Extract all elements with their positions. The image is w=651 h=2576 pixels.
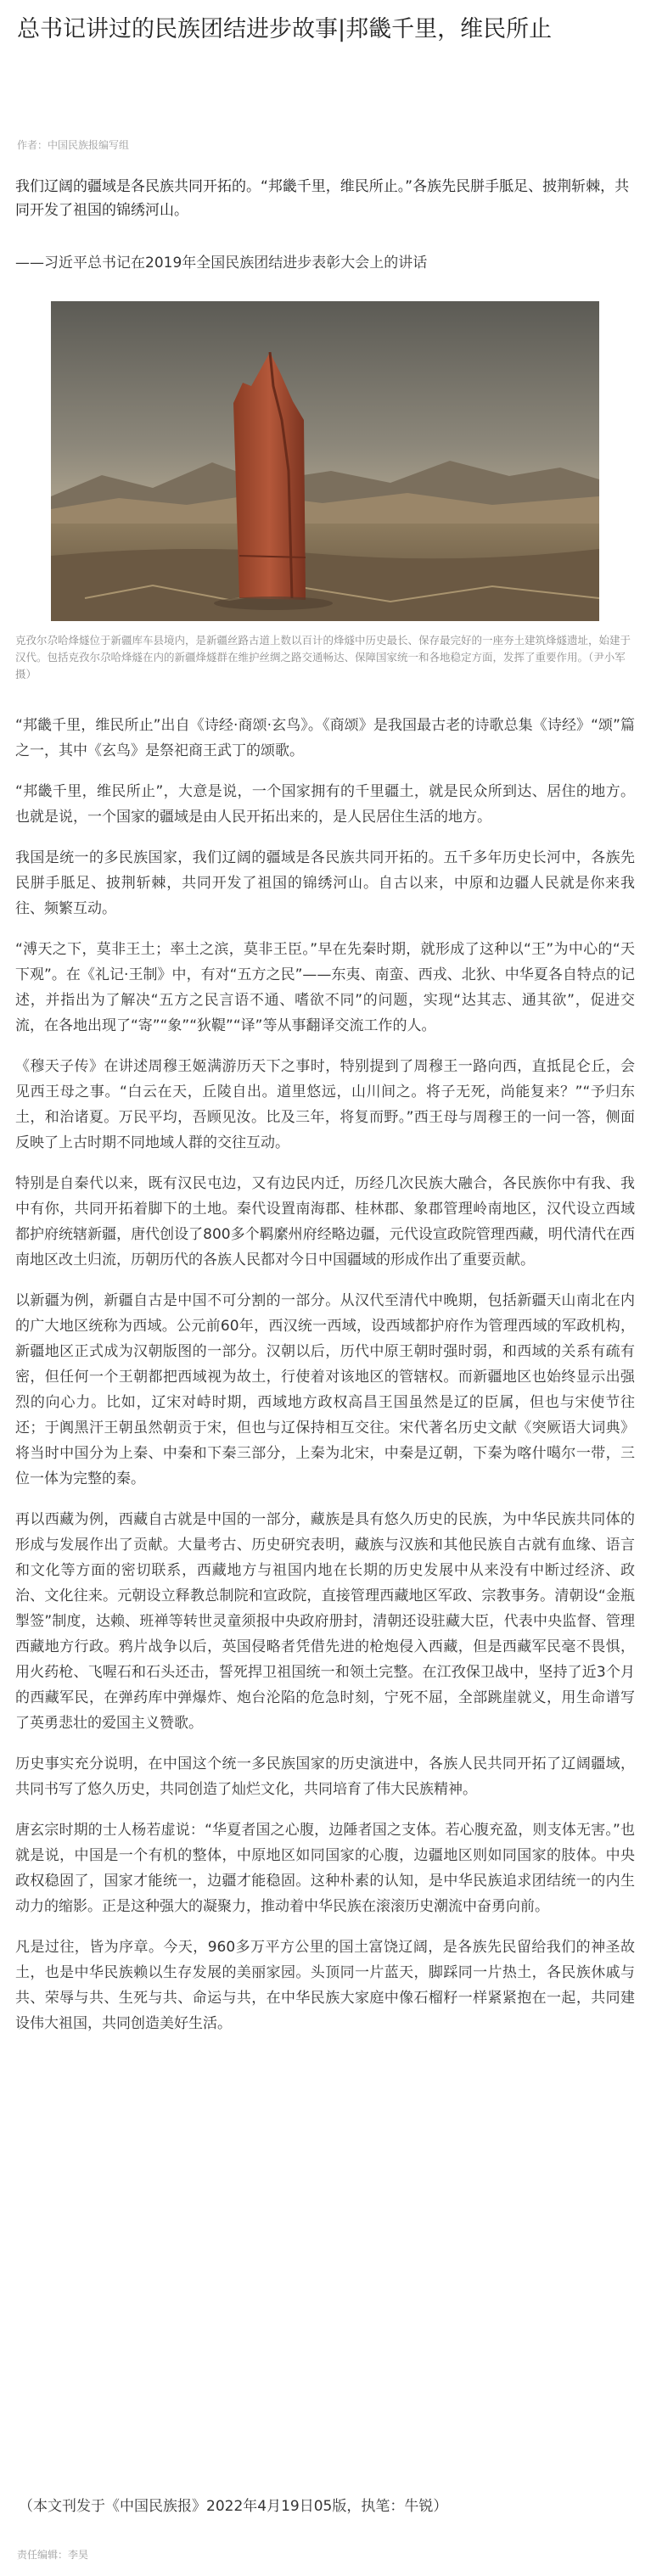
body-paragraph: “溥天之下，莫非王土；率土之滨，莫非王臣。”早在先秦时期，就形成了这种以“王”为中心的“天下观”。在《礼记·王制》中，有对“五方之民”——东夷、南蛮、西戎、北狄、中华夏各自特点的记述，并指出为了解决“五方之民言语不通、嗜欲不同”的问题，实现“达其志、通其欲”，促进交流，在各地出现了“寄”“象”“狄鞮”“译”等从事翻译交流工作的人。	[15, 941, 635, 1034]
body-paragraph: 再以西藏为例，西藏自古就是中国的一部分，藏族是具有悠久历史的民族，为中华民族共同体的形成与发展作出了贡献。大量考古、历史研究表明，藏族与汉族和其他民族自古就有血缘、语言和文化等方面的密切联系，西藏地方与祖国内地在长期的历史发展中从来没有中断过经济、政治、文化往来。元朝设立释教总制院和宣政院，直接管理西藏地区军政、宗教事务。清朝设“金瓶掣签”制度，达赖、班禅等转世灵童须报中央政府册封，清朝还设驻藏大臣，代表中央监督、管理西藏地方行政。鸦片战争以后，英国侵略者凭借先进的枪炮侵入西藏，但是西藏军民毫不畏惧，用火药枪、飞喔石和石头还击，誓死捍卫祖国统一和领土完整。在江孜保卫战中，坚持了近3个月的西藏军民，在弹药库中弹爆炸、炮台沦陷的危急时刻，宁死不屈，全部跳崖就义，用生命谱写了英勇悲壮的爱国主义赞歌。	[15, 1511, 635, 1732]
article-body	[15, 713, 635, 2052]
body-paragraph: 历史事实充分说明，在中国这个统一多民族国家的历史演进中，各族人民共同开拓了辽阔疆域，共同书写了悠久历史，共同创造了灿烂文化，共同培育了伟大民族精神。	[15, 1756, 635, 1798]
source-note: （本文刊发于《中国民族报》2022年4月19日05版，执笔：牛锐）	[19, 2498, 448, 2515]
quote-source: ——习近平总书记在2019年全国民族团结进步表彰大会上的讲话	[15, 255, 428, 272]
article-title: 总书记讲过的民族团结进步故事|邦畿千里，维民所止	[17, 16, 553, 42]
body-paragraph: 《穆天子传》在讲述周穆王姬满游历天下之事时，特别提到了周穆王一路向西，直抵昆仑丘，会见西王母之事。“白云在天，丘陵自出。道里悠远，山川间之。将子无死，尚能复来？”“予归东土，和治诸夏。万民平均，吾顾见汝。比及三年，将复而野。”西王母与周穆王的一问一答，侧面反映了上古时期不同地域人群的交往互动。	[15, 1058, 635, 1151]
body-paragraph: 以新疆为例，新疆自古是中国不可分割的一部分。从汉代至清代中晚期，包括新疆天山南北在内的广大地区统称为西域。公元前60年，西汉统一西域，设西域都护府作为管理西域的军政机构，新疆地区正式成为汉朝版图的一部分。汉朝以后，历代中原王朝时强时弱，和西域的关系有疏有密，但任何一个王朝都把西域视为故土，行使着对该地区的管辖权。而新疆地区也始终显示出强烈的向心力。比如，辽宋对峙时期，西域地方政权高昌王国虽然是辽的臣属，但也与宋使节往还；于阗黑汗王朝虽然朝贡于宋，但也与辽保持相互交往。宋代著名历史文献《突厥语大词典》将当时中国分为上秦、中秦和下秦三部分，上秦为北宋，中秦是辽朝，下秦为喀什噶尔一带，三位一体为完整的秦。	[15, 1292, 635, 1487]
editor-line: 责任编辑：李昊	[17, 2549, 89, 2561]
intro-paragraph: 我们辽阔的疆域是各民族共同开拓的。“邦畿千里，维民所止。”各族先民胼手胝足、披荆斩棘，共同开发了祖国的锦绣河山。	[15, 178, 630, 219]
body-paragraph: 特别是自秦代以来，既有汉民屯边，又有边民内迁，历经几次民族大融合，各民族你中有我、我中有你，共同开拓着脚下的土地。秦代设置南海郡、桂林郡、象郡管理岭南地区，汉代设立西域都护府统辖新疆，唐代创设了800多个羁縻州府经略边疆，元代设宣政院管理西藏，明代清代在西南地区改土归流，历朝历代的各族人民都对今日中国疆域的形成作出了重要贡献。	[15, 1175, 635, 1268]
article-intro	[15, 175, 635, 234]
body-paragraph: “邦畿千里，维民所止”，大意是说，一个国家拥有的千里疆土，就是民众所到达、居住的地方。也就是说，一个国家的疆域是由人民开拓出来的，是人民居住生活的地方。	[15, 783, 635, 826]
body-paragraph: 凡是过往，皆为序章。今天，960多万平方公里的国土富饶辽阔，是各族先民留给我们的神圣故土，也是中华民族赖以生存发展的美丽家园。头顶同一片蓝天，脚踩同一片热土，各民族休戚与共、荣辱与共、生死与共、命运与共，在中华民族大家庭中像石榴籽一样紧紧抱在一起，共同建设伟大祖国，共同创造美好生活。	[15, 1939, 635, 2032]
body-paragraph: “邦畿千里，维民所止”出自《诗经·商颂·玄鸟》。《商颂》是我国最古老的诗歌总集《诗经》“颂”篇之一，其中《玄鸟》是祭祀商王武丁的颂歌。	[15, 717, 635, 759]
author-line: 作者：中国民族报编写组	[17, 139, 130, 151]
watchtower-photo	[51, 301, 599, 621]
photo-caption: 克孜尔尕哈烽燧位于新疆库车县境内，是新疆丝路古道上数以百计的烽燧中历史最长、保存最完好的一座夯土建筑烽燧遗址，始建于汉代。包括克孜尔尕哈烽燧在内的新疆烽燧群在维护丝绸之路交通畅达、保障国家统一和各地稳定方面，发挥了重要作用。（尹小军 摄）	[15, 634, 631, 680]
body-paragraph: 我国是统一的多民族国家，我们辽阔的疆域是各民族共同开拓的。五千多年历史长河中，各族先民胼手胝足、披荆斩棘，共同开发了祖国的锦绣河山。自古以来，中原和边疆人民就是你来我往、频繁互动。	[15, 849, 635, 917]
watchtower-photo-icon	[51, 301, 599, 621]
body-paragraph: 唐玄宗时期的士人杨若虚说：“华夏者国之心腹，边陲者国之支体。若心腹充盈，则支体无害。”也就是说，中国是一个有机的整体，中原地区如同国家的心腹，边疆地区则如同国家的肢体。中央政权稳固了，国家才能统一，边疆才能稳固。这种朴素的认知，是中华民族追求团结统一的内生动力的缩影。正是这种强大的凝聚力，推动着中华民族在滚滚历史潮流中奋勇向前。	[15, 1822, 635, 1915]
